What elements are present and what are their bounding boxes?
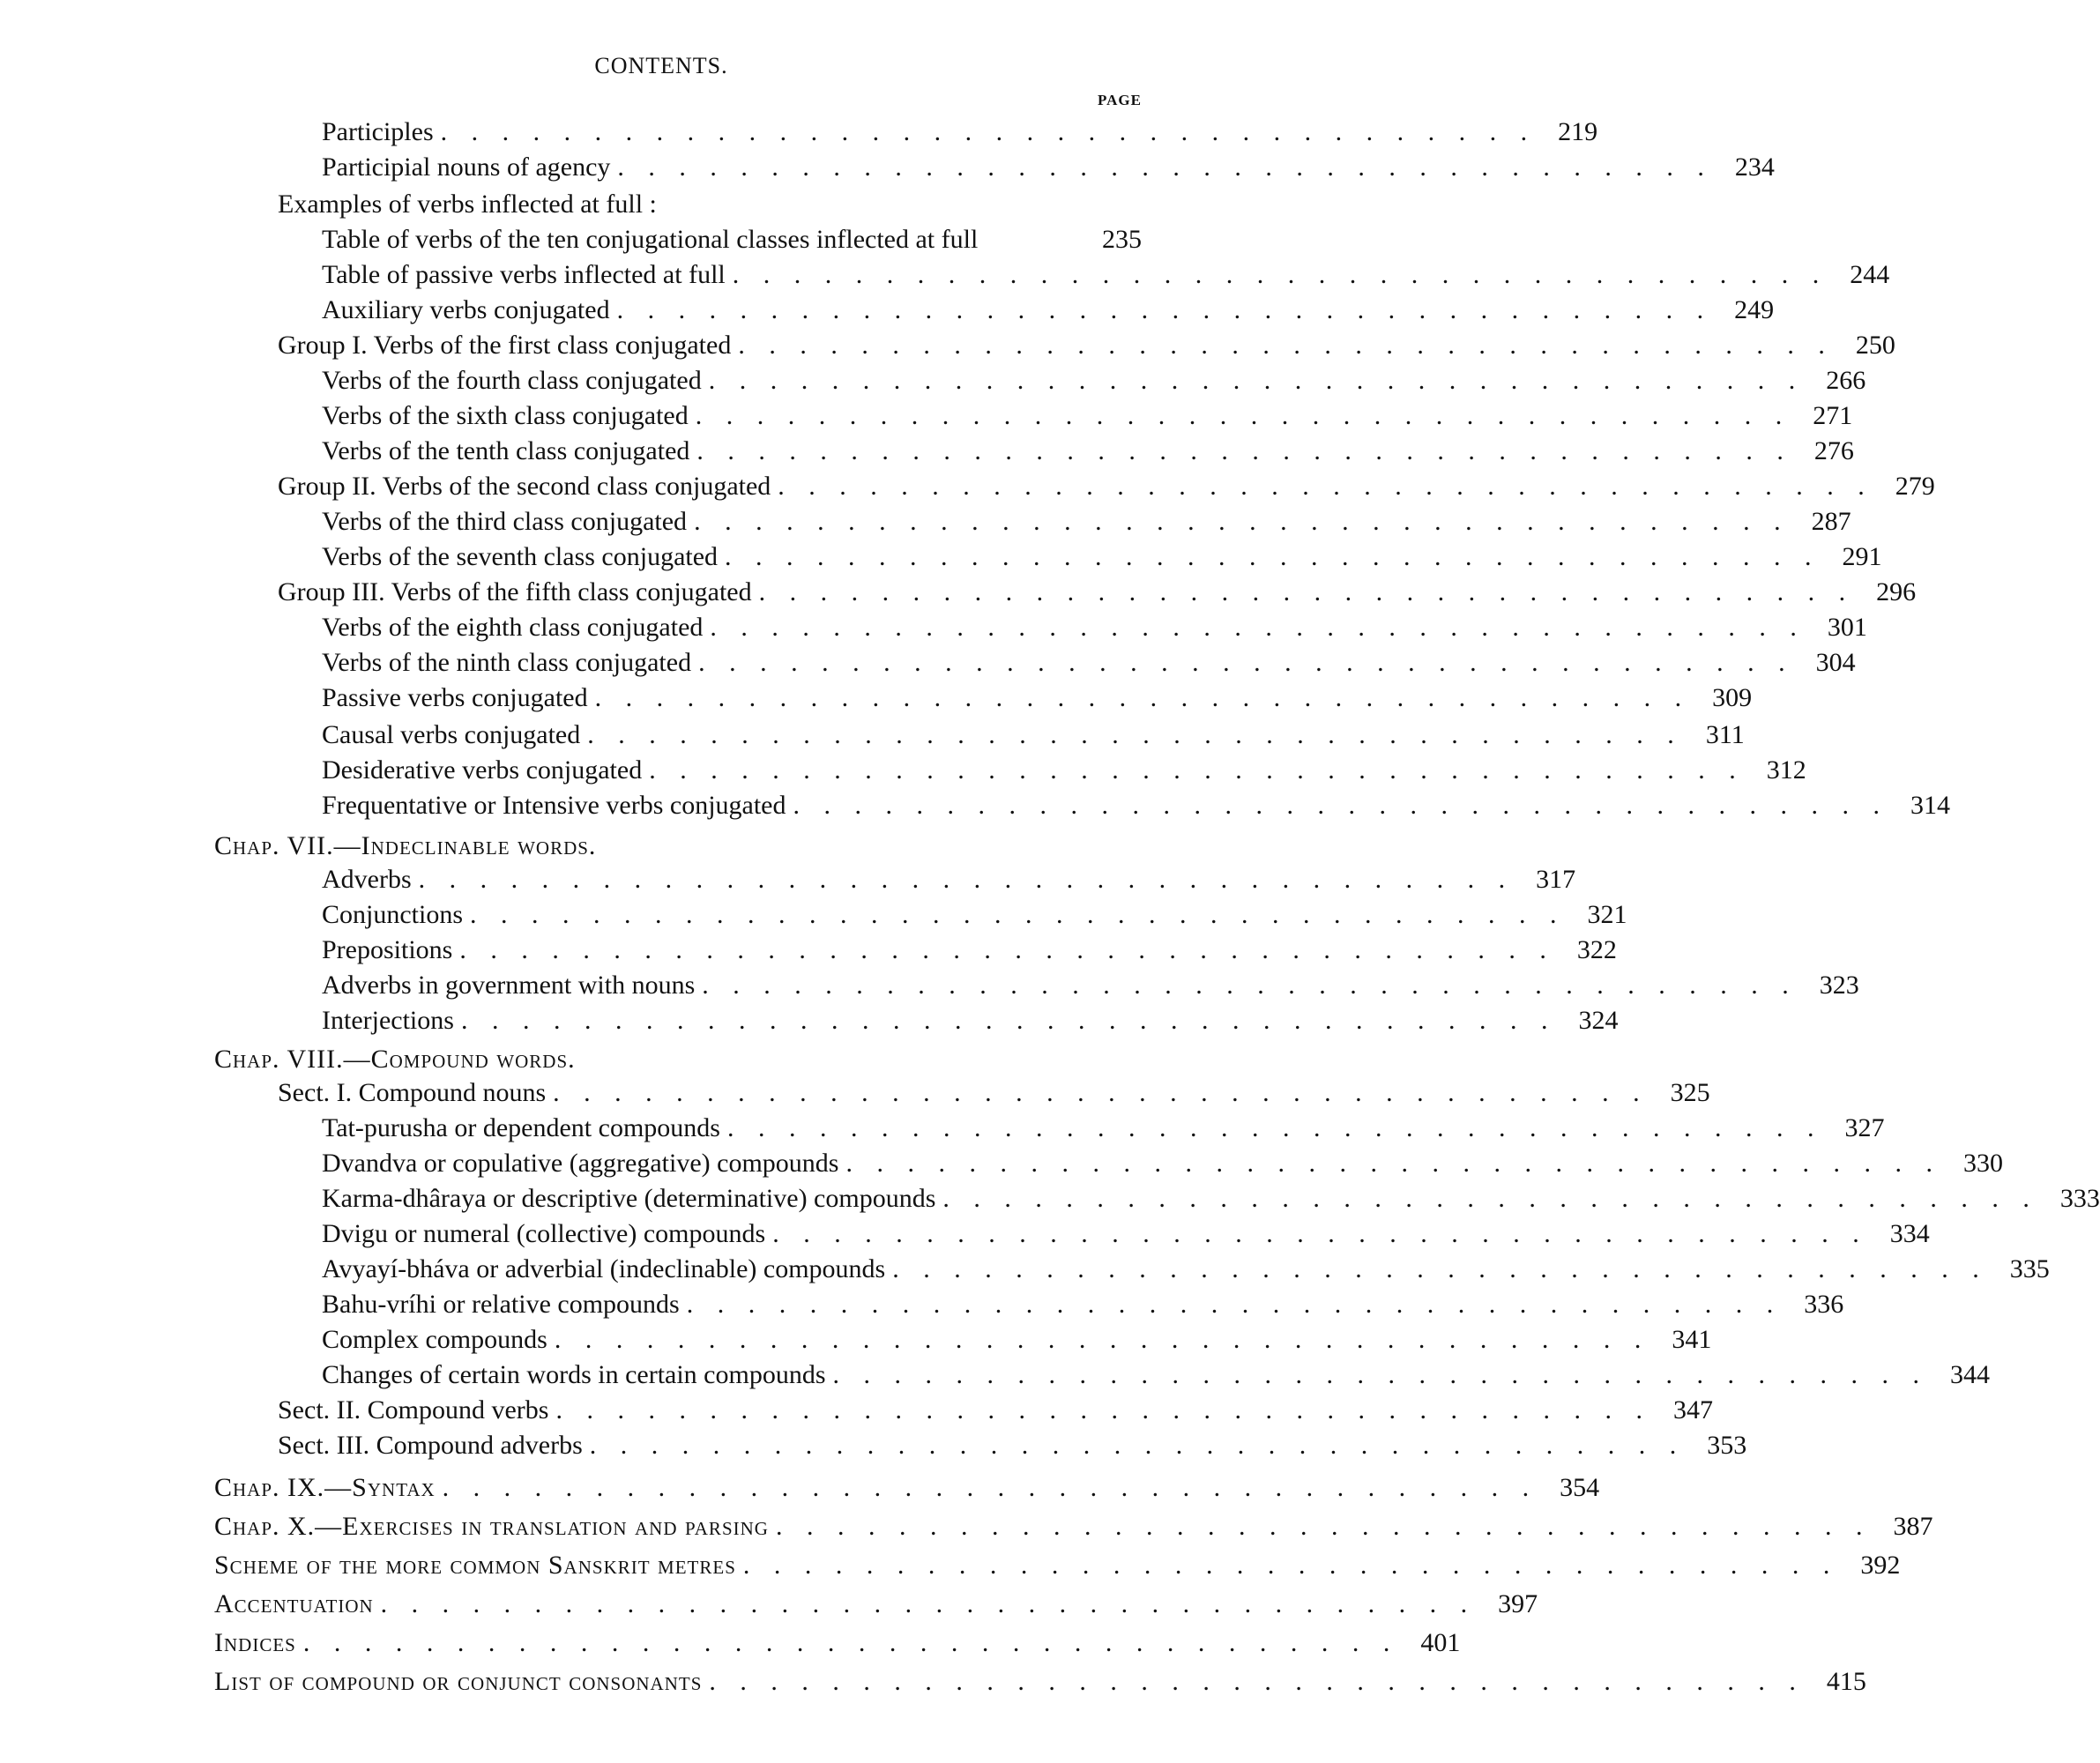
dot-leader: . . . . . . . . . . . . . . . . . . . . . . . . . . . . . . . . . . . . — [696, 436, 1792, 465]
dot-leader: . . . . . . . . . . . . . . . . . . . . . . . . . . . . . . . . . . . . — [649, 755, 1745, 785]
toc-entry — [0, 933, 1617, 968]
toc-entry — [0, 829, 1322, 864]
toc-entry-title: Adverbs in government with nouns — [322, 971, 696, 1000]
toc-entry — [0, 718, 1745, 753]
page-title: CONTENTS. — [594, 53, 728, 78]
toc-entry-page-number: 336 — [1804, 1290, 1844, 1319]
toc-entry — [0, 1470, 1600, 1506]
toc-entry — [0, 1587, 1538, 1622]
toc-entry-title: Complex compounds — [322, 1325, 547, 1354]
toc-entry-page-number: 354 — [1560, 1473, 1600, 1502]
toc-entry-title: Sect. III. Compound adverbs — [278, 1431, 583, 1460]
dot-leader: . . . . . . . . . . . . . . . . . . . . . . . . . . . . . . . . . . . . — [732, 260, 1828, 289]
toc-entry — [0, 610, 1867, 645]
toc-entry-title: Scheme of the more common Sanskrit metres — [214, 1551, 736, 1580]
toc-entry-page-number: 322 — [1576, 935, 1617, 964]
dot-leader: . . . . . . . . . . . . . . . . . . . . . . . . . . . . . . . . . . . . — [470, 900, 1566, 929]
toc-entry — [0, 293, 1775, 328]
toc-entry-page-number: 314 — [1910, 791, 1950, 820]
toc-entry-page-number: 244 — [1850, 260, 1890, 289]
toc-entry — [0, 1146, 2003, 1181]
toc-entry-page-number: 304 — [1815, 648, 1856, 677]
toc-entry-page-number: 271 — [1813, 401, 1853, 430]
dot-leader: . . . . . . . . . . . . . . . . . . . . . . . . . . . . . . . . . . . . — [832, 1360, 1929, 1389]
toc-entry — [0, 1216, 1930, 1252]
toc-entry-title: Sect. II. Compound verbs — [278, 1395, 549, 1425]
dot-leader: . . . . . . . . . . . . . . . . . . . . . . . . . . . . . . . . . . . . — [695, 401, 1791, 430]
toc-entry-page-number: 219 — [1558, 117, 1598, 146]
dot-leader: . . . . . . . . . . . . . . . . . . . . . . . . . . . . . . . . . . . . — [460, 1006, 1557, 1035]
toc-entry — [0, 788, 1950, 823]
toc-entry-page-number: 334 — [1889, 1219, 1930, 1248]
dot-leader: . . . . . . . . . . . . . . . . . . . . . . . . . . . . . . . . . . . . — [616, 295, 1713, 324]
toc-entry-title: Chap. X.—Exercises in translation and parsing — [214, 1512, 769, 1541]
dot-leader: . . . . . . . . . . . . . . . . . . . . . . . . . . . . . . . . . . . . — [793, 791, 1888, 820]
toc-entry — [0, 1358, 1991, 1393]
toc-entry-page-number: 312 — [1766, 755, 1806, 785]
toc-entry-title: Auxiliary verbs conjugated — [322, 295, 610, 324]
toc-entry-title: Participles — [322, 117, 434, 146]
toc-entry — [0, 398, 1853, 434]
toc-entry-page-number: 327 — [1844, 1113, 1885, 1142]
dot-leader: . . . . . . . . . . . . . . . . . . . . . . . . . . . . . . . . . . . . — [440, 117, 1537, 146]
dot-leader: . . . . . . . . . . . . . . . . . . . . . . . . . . . . . . . . . . . . — [775, 1512, 1872, 1541]
toc-entry — [0, 1428, 1747, 1463]
toc-entry-page-number: 249 — [1734, 295, 1775, 324]
toc-entry-title: Participial nouns of agency — [322, 152, 611, 182]
toc-entry — [0, 187, 1322, 222]
toc-entry-title: Verbs of the sixth class conjugated — [322, 401, 689, 430]
toc-entry-page-number: 309 — [1712, 683, 1753, 712]
toc-entry-page-number: 266 — [1826, 366, 1866, 395]
dot-leader: . . . . . . . . . . . . . . . . . . . . . . . . . . . . . . . . . . . . — [442, 1473, 1538, 1502]
toc-entry — [0, 862, 1576, 897]
toc-entry-page-number: 325 — [1670, 1078, 1710, 1107]
dot-leader: . . . . . . . . . . . . . . . . . . . . . . . . . . . . . . . . . . . . — [892, 1254, 1988, 1283]
toc-entry — [0, 539, 1882, 575]
toc-entry-title: Changes of certain words in certain compounds — [322, 1360, 826, 1389]
dot-leader: . . . . . . . . . . . . . . . . . . . . . . . . . . . . . . . . . . . . — [778, 472, 1873, 501]
toc-entry-title: Conjunctions — [322, 900, 464, 929]
toc-entry — [0, 1393, 1713, 1428]
toc-entry-title: Dvandva or copulative (aggregative) compounds — [322, 1149, 839, 1178]
dot-leader: . . . . . . . . . . . . . . . . . . . . . . . . . . . . . . . . . . . . — [587, 720, 1683, 749]
dot-leader: . . . . . . . . . . . . . . . . . . . . . . . . . . . . . . . . . . . . — [694, 507, 1790, 536]
toc-entry — [0, 968, 1859, 1003]
page-column-label: PAGE — [1098, 92, 1142, 108]
dot-leader: . . . . . . . . . . . . . . . . . . . . . . . . . . . . . . . . . . . . — [726, 1113, 1823, 1142]
toc-entry-title: Examples of verbs inflected at full : — [278, 190, 657, 219]
dot-leader: . . . . . . . . . . . . . . . . . . . . . . . . . . . . . . . . . . . . — [942, 1184, 2038, 1213]
toc-entry — [0, 434, 1854, 469]
toc-entry-page-number: 296 — [1876, 577, 1917, 606]
toc-entry-title: Chap. IX.—Syntax — [214, 1473, 436, 1502]
toc-entry-title: Group II. Verbs of the second class conjugated — [278, 472, 771, 501]
toc-entry — [0, 1625, 1461, 1661]
toc-entry-title: Verbs of the seventh class conjugated — [322, 542, 719, 571]
dot-leader: . . . . . . . . . . . . . . . . . . . . . . . . . . . . . . . . . . . . — [758, 577, 1855, 606]
toc-entry-title: Tat-purusha or dependent compounds — [322, 1113, 720, 1142]
toc-entry-page-number: 335 — [2009, 1254, 2050, 1283]
toc-entry-title: Chap. VII.—Indeclinable words. — [214, 831, 597, 860]
toc-entry — [0, 1509, 1933, 1544]
toc-entry-page-number: 311 — [1705, 720, 1745, 749]
dot-leader: . . . . . . . . . . . . . . . . . . . . . . . . . . . . . . . . . . . . — [708, 366, 1805, 395]
dot-leader: . . . . . . . . . . . . . . . . . . . . . . . . . . . . . . . . . . . . — [686, 1290, 1783, 1319]
toc-entry-page-number: 392 — [1860, 1551, 1901, 1580]
toc-entry-title: Passive verbs conjugated — [322, 683, 588, 712]
toc-entry — [0, 645, 1856, 681]
dot-leader: . . . . . . . . . . . . . . . . . . . . . . . . . . . . . . . . . . . . — [742, 1551, 1839, 1580]
toc-entry — [0, 115, 1598, 150]
toc-entry-title: Verbs of the tenth class conjugated — [322, 436, 690, 465]
toc-entry-title: Verbs of the eighth class conjugated — [322, 613, 704, 642]
dot-leader: . . . . . . . . . . . . . . . . . . . . . . . . . . . . . . . . . . . . — [418, 865, 1515, 894]
toc-entry-title: Sect. I. Compound nouns — [278, 1078, 547, 1107]
toc-entry-page-number: 279 — [1895, 472, 1935, 501]
toc-entry-title: Prepositions — [322, 935, 453, 964]
toc-entry-page-number: 234 — [1734, 152, 1775, 182]
toc-entry-title: Group I. Verbs of the first class conjugated — [278, 331, 732, 360]
toc-entry-page-number: 301 — [1827, 613, 1867, 642]
toc-entry-title: Group III. Verbs of the fifth class conjugated — [278, 577, 752, 606]
toc-entry-page-number: 276 — [1813, 436, 1854, 465]
toc-entry — [0, 575, 1917, 610]
toc-entry — [0, 1075, 1710, 1111]
toc-entry-title: Chap. VIII.—Compound words. — [214, 1045, 576, 1074]
toc-entry-page-number: 323 — [1819, 971, 1859, 1000]
toc-entry-title: Frequentative or Intensive verbs conjugated — [322, 791, 786, 820]
toc-entry-page-number: 250 — [1855, 331, 1895, 360]
toc-entry-page-number: 235 — [1102, 225, 1142, 254]
toc-entry-title: Dvigu or numeral (collective) compounds — [322, 1219, 766, 1248]
toc-entry — [0, 1111, 1885, 1146]
toc-entry-page-number: 287 — [1811, 507, 1851, 536]
toc-entry — [0, 1252, 2050, 1287]
toc-entry-title: Verbs of the fourth class conjugated — [322, 366, 702, 395]
toc-entry-title: Adverbs — [322, 865, 412, 894]
toc-entry-title: Indices — [214, 1628, 296, 1657]
dot-leader: . . . . . . . . . . . . . . . . . . . . . . . . . . . . . . . . . . . . — [302, 1628, 1399, 1657]
toc-entry-page-number: 415 — [1826, 1667, 1866, 1696]
toc-entry-title: Karma-dhâraya or descriptive (determinative) compounds — [322, 1184, 936, 1213]
dot-leader: . . . . . . . . . . . . . . . . . . . . . . . . . . . . . . . . . . . . — [555, 1395, 1651, 1425]
toc-entry-page-number: 330 — [1962, 1149, 2003, 1178]
dot-leader: . . . . . . . . . . . . . . . . . . . . . . . . . . . . . . . . . . . . — [594, 683, 1691, 712]
toc-entry-title: Verbs of the third class conjugated — [322, 507, 688, 536]
toc-entry-title: Desiderative verbs conjugated — [322, 755, 643, 785]
toc-entry-title: Interjections — [322, 1006, 454, 1035]
toc-entry-title: Causal verbs conjugated — [322, 720, 581, 749]
toc-entry-page-number: 333 — [2059, 1184, 2100, 1213]
dot-leader: . . . . . . . . . . . . . . . . . . . . . . . . . . . . . . . . . . . . — [845, 1149, 1941, 1178]
dot-leader: . . . . . . . . . . . . . . . . . . . . . . . . . . . . . . . . . . . . — [709, 1667, 1805, 1696]
dot-leader: . . . . . . . . . . . . . . . . . . . . . . . . . . . . . . . . . . . . — [702, 971, 1798, 1000]
toc-entry-title: Table of verbs of the ten conjugational classes inflected at full — [322, 225, 979, 254]
toc-entry-page-number: 401 — [1420, 1628, 1461, 1657]
toc-entry — [0, 1287, 1844, 1322]
dot-leader: . . . . . . . . . . . . . . . . . . . . . . . . . . . . . . . . . . . . — [738, 331, 1834, 360]
toc-entry — [0, 469, 1935, 504]
dot-leader: . . . . . . . . . . . . . . . . . . . . . . . . . . . . . . . . . . . . — [553, 1078, 1649, 1107]
toc-entry — [0, 753, 1806, 788]
toc-entry — [0, 257, 1890, 293]
toc-entry-title: Accentuation — [214, 1589, 374, 1618]
toc-entry — [0, 1664, 1866, 1700]
toc-entry — [0, 150, 1775, 185]
toc-entry-page-number: 341 — [1672, 1325, 1712, 1354]
toc-entry-page-number: 387 — [1893, 1512, 1933, 1541]
toc-entry — [0, 897, 1627, 933]
toc-entry — [0, 1548, 1901, 1583]
toc-entry-title: Avyayí-bháva or adverbial (indeclinable) compounds — [322, 1254, 886, 1283]
toc-entry-title: List of compound or conjunct consonants — [214, 1667, 703, 1696]
toc-entry — [0, 1042, 1322, 1077]
toc-entry-title: Verbs of the ninth class conjugated — [322, 648, 692, 677]
toc-entry — [0, 363, 1866, 398]
dot-leader: . . . . . . . . . . . . . . . . . . . . . . . . . . . . . . . . . . . . — [380, 1589, 1477, 1618]
dot-leader: . . . . . . . . . . . . . . . . . . . . . . . . . . . . . . . . . . . . — [589, 1431, 1686, 1460]
toc-entry-title: Bahu-vríhi or relative compounds — [322, 1290, 680, 1319]
toc-entry-page-number: 321 — [1587, 900, 1627, 929]
toc-entry — [0, 1322, 1712, 1358]
dot-leader: . . . . . . . . . . . . . . . . . . . . . . . . . . . . . . . . . . . . — [554, 1325, 1650, 1354]
toc-entry-title: Table of passive verbs inflected at full — [322, 260, 726, 289]
toc-entry-page-number: 353 — [1707, 1431, 1747, 1460]
toc-entry-page-number: 324 — [1578, 1006, 1619, 1035]
toc-entry-page-number: 347 — [1672, 1395, 1713, 1425]
toc-entry — [0, 328, 1895, 363]
toc-entry-page-number: 317 — [1536, 865, 1576, 894]
dot-leader: . . . . . . . . . . . . . . . . . . . . . . . . . . . . . . . . . . . . — [772, 1219, 1868, 1248]
toc-entry — [0, 1181, 2100, 1216]
dot-leader: . . . . . . . . . . . . . . . . . . . . . . . . . . . . . . . . . . . . — [698, 648, 1794, 677]
toc-entry-page-number: 344 — [1950, 1360, 1991, 1389]
toc-entry — [0, 1003, 1619, 1038]
dot-leader: . . . . . . . . . . . . . . . . . . . . . . . . . . . . . . . . . . . . — [459, 935, 1555, 964]
toc-entry — [0, 222, 1322, 257]
toc-entry — [0, 504, 1851, 539]
toc-entry — [0, 681, 1753, 716]
toc-entry-page-number: 291 — [1842, 542, 1882, 571]
dot-leader: . . . . . . . . . . . . . . . . . . . . . . . . . . . . . . . . . . . . — [710, 613, 1806, 642]
dot-leader: . . . . . . . . . . . . . . . . . . . . . . . . . . . . . . . . . . . . — [617, 152, 1713, 182]
dot-leader: . . . . . . . . . . . . . . . . . . . . . . . . . . . . . . . . . . . . — [725, 542, 1821, 571]
toc-entry-page-number: 397 — [1498, 1589, 1538, 1618]
